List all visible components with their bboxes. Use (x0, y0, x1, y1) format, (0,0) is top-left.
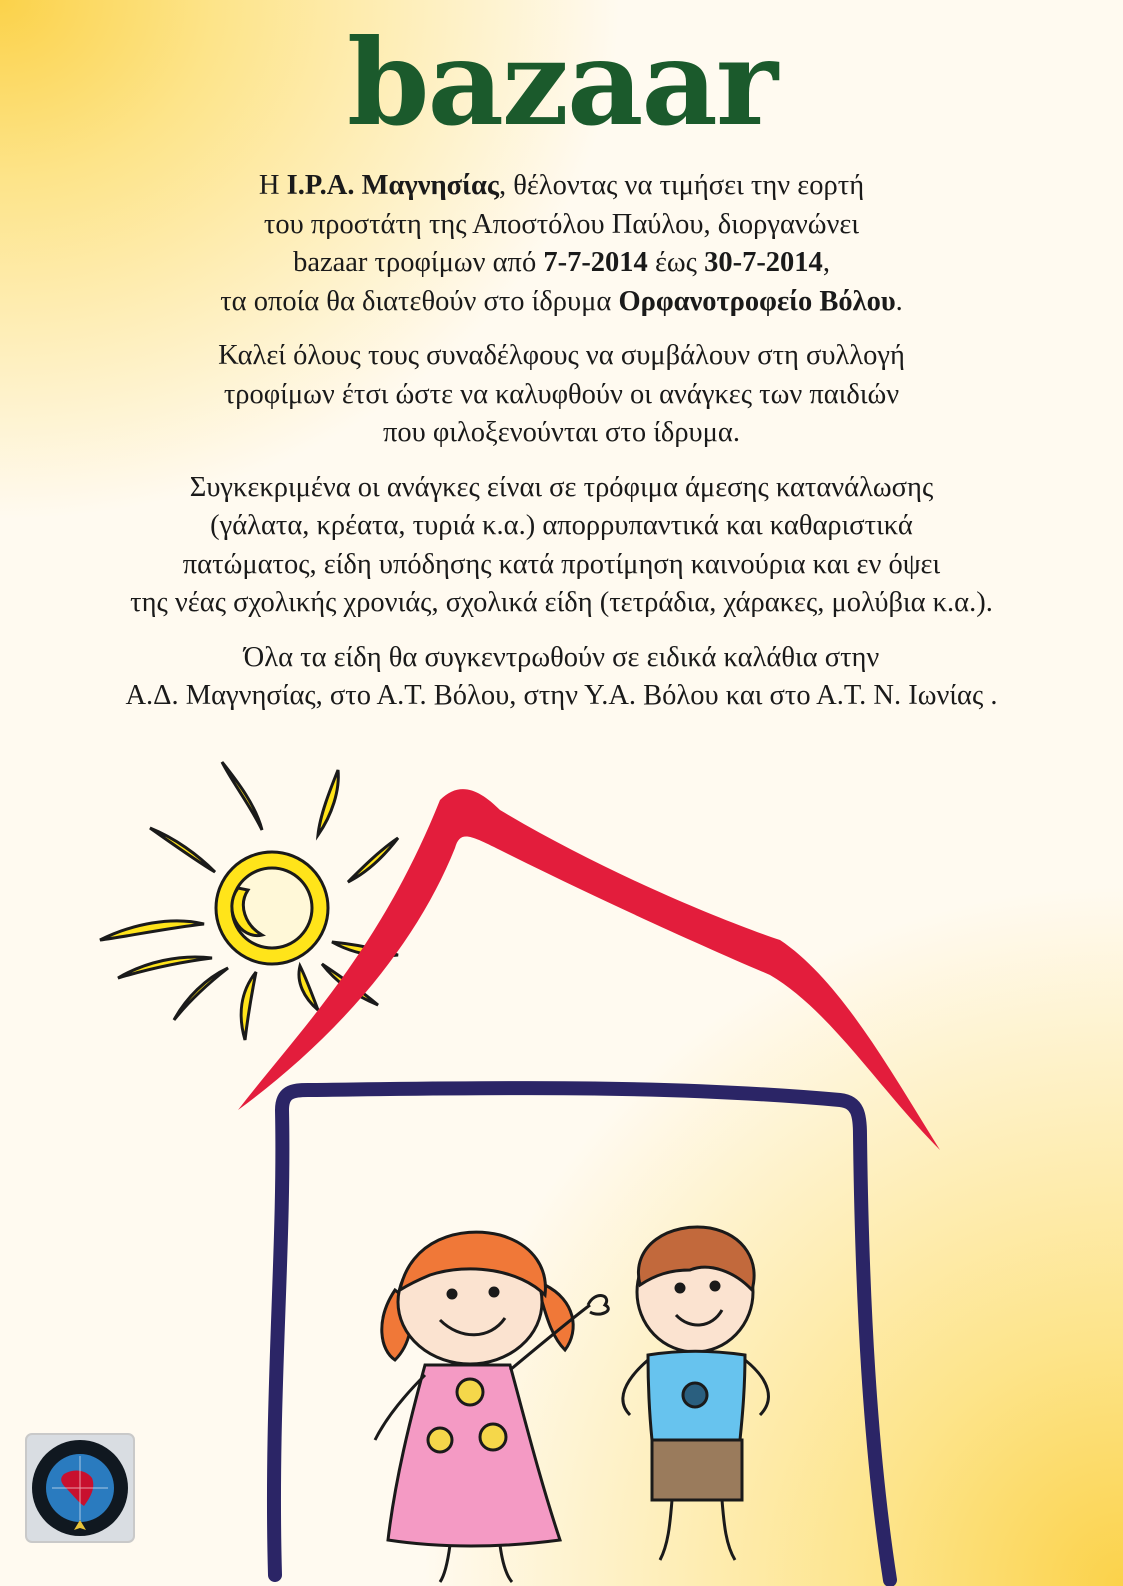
text-line: Α.Δ. Μαγνησίας, στο Α.Τ. Βόλου, στην Υ.Α. Βόλου και στο Α.Τ. Ν. Ιωνίας . (125, 680, 998, 711)
text-line: που φιλοξενούνται στο ίδρυμα. (382, 417, 740, 448)
text-line: Η Ι.Ρ.Α. Μαγνησίας, θέλοντας να τιμήσει την εορτή (258, 170, 865, 201)
text-line: Καλεί όλους τους συναδέλφους να συμβάλουν στη συλλογή (218, 340, 905, 371)
paragraph-needs (20, 469, 1103, 623)
house-walls (274, 1088, 890, 1580)
end-date: 30-7-2014 (704, 247, 823, 278)
poster-title: bazaar (346, 13, 777, 152)
text-line: τροφίμων έτσι ώστε να καλυφθούν οι ανάγκες των παιδιών (223, 378, 900, 410)
paragraph-collection (20, 639, 1103, 716)
text-line: τα οποία θα διατεθούν στο ίδρυμα Ορφανοτροφείο Βόλου. (220, 285, 903, 317)
paragraph-intro (20, 167, 1103, 321)
announcement-text (20, 167, 1103, 732)
text-line: bazaar τροφίμων από 7-7-2014 έως 30-7-2014, (293, 247, 830, 278)
paragraph-call (20, 337, 1103, 453)
text-line: Όλα τα είδη θα συγκεντρωθούν σε ειδικά καλάθια στην (243, 641, 880, 673)
text-line: πατώματος, είδη υπόδησης κατά προτίμηση καινούρια και εν όψει (182, 548, 941, 580)
organization-name: Ι.Ρ.Α. Μαγνησίας (286, 170, 499, 201)
text-line: Συγκεκριμένα οι ανάγκες είναι σε τρόφιμα άμεσης κατανάλωσης (189, 471, 934, 503)
text-line: της νέας σχολικής χρονιάς, σχολικά είδη (τετράδια, χάρακες, μολύβια κ.α.). (130, 587, 993, 618)
institution-name: Ορφανοτροφείο Βόλου (618, 285, 896, 317)
text-line: (γάλατα, κρέατα, τυριά κ.α.) απορρυπαντικά και καθαριστικά (210, 510, 913, 541)
girl-figure (375, 1232, 608, 1582)
boy-figure (623, 1227, 769, 1560)
ipa-logo (24, 1432, 136, 1544)
start-date: 7-7-2014 (543, 247, 648, 278)
house-illustration (0, 740, 1123, 1586)
text-line: του προστάτη της Αποστόλου Παύλου, διοργανώνει (263, 208, 860, 240)
